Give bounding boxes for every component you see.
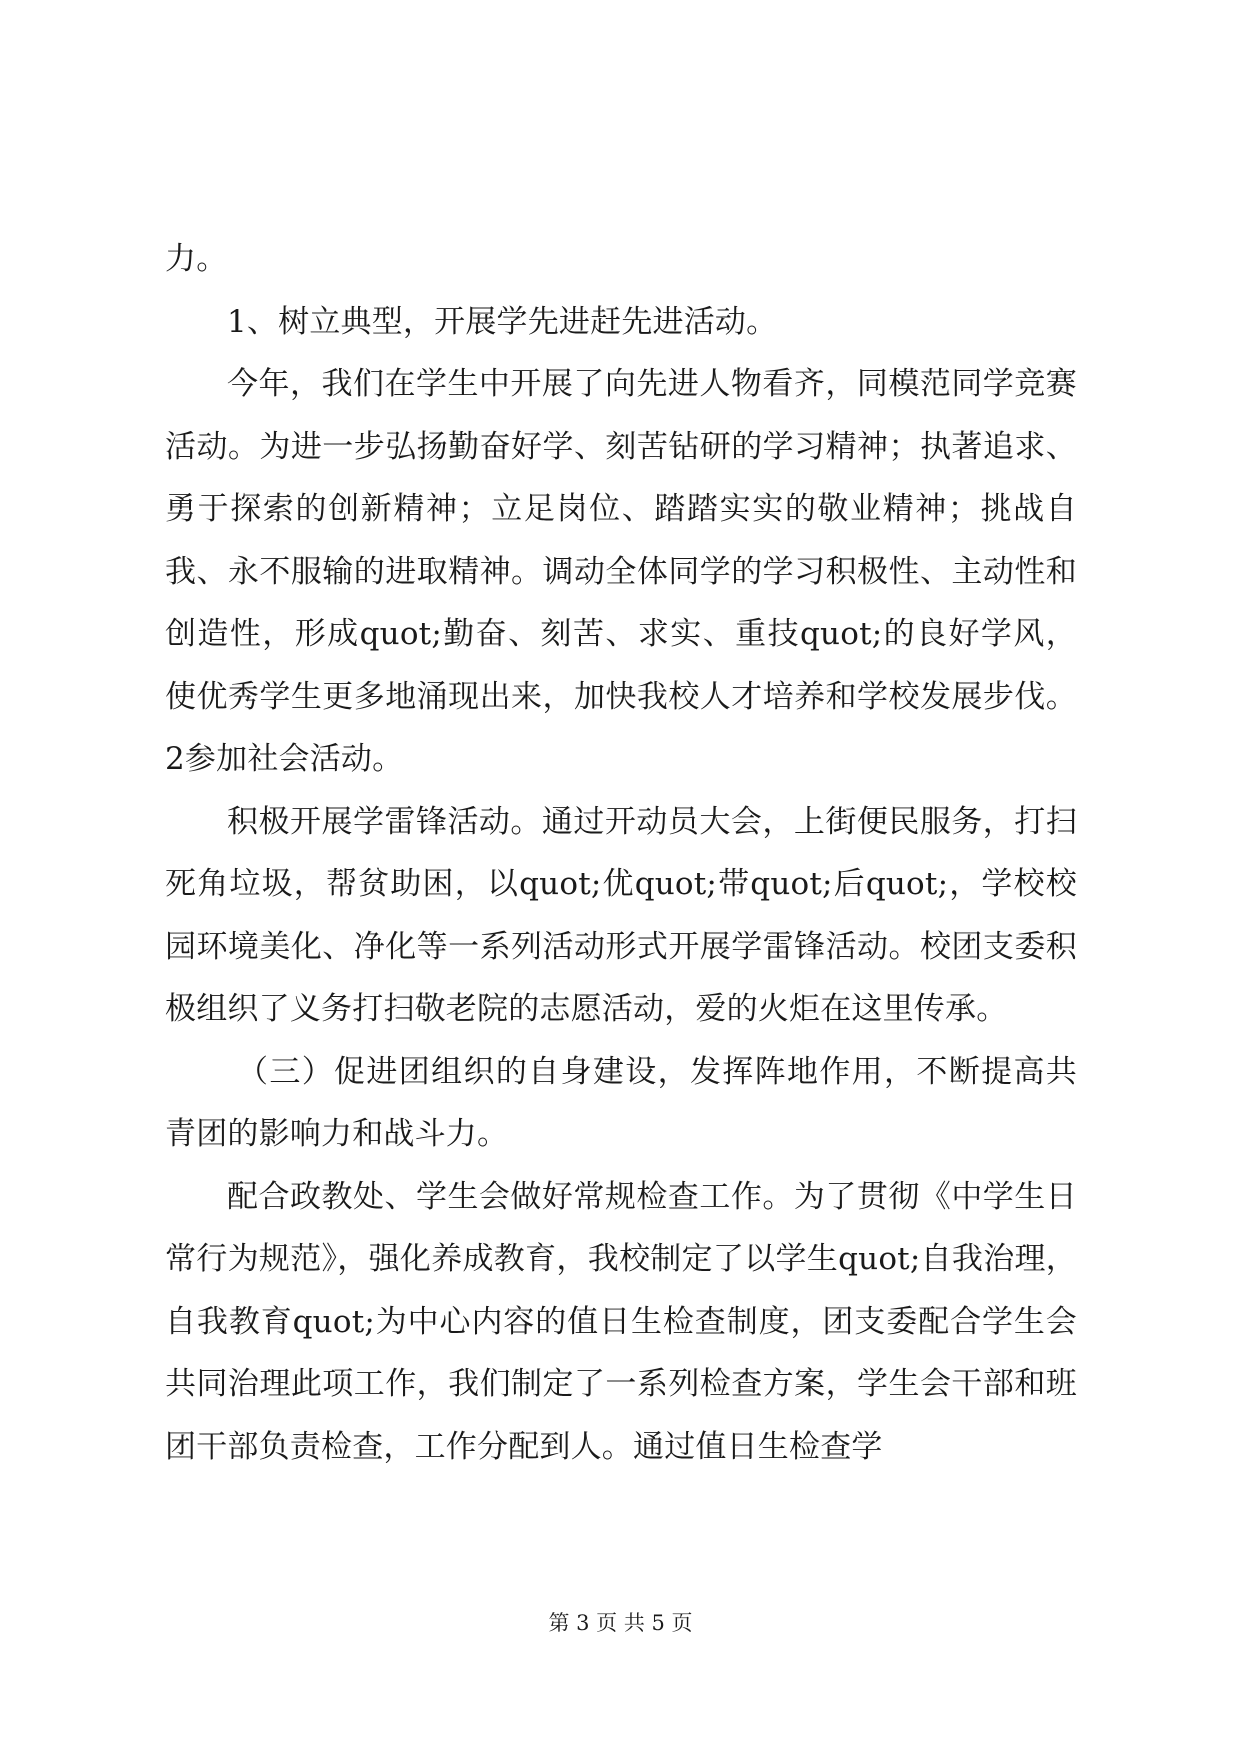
paragraph-routine-inspection: 配合政教处、学生会做好常规检查工作。为了贯彻《中学生日常行为规范》，强化养成教育，我校制定了以学生quot;自我治理，自我教育quot;为中心内容的值日生检查制度，团支委配合学生会共同治理此项工作，我们制定了一系列检查方案，学生会干部和班团干部负责检查，工作分配到人。通过值日生检查学 (165, 1178, 1077, 1465)
paragraph-item-1-heading: 1、树立典型，开展学先进赶先进活动。 (227, 303, 778, 340)
page-number-footer: 第 3 页 共 5 页 (548, 1611, 693, 1635)
document-body (165, 228, 1077, 1478)
paragraph-section-3-heading: （三）促进团组织的自身建设，发挥阵地作用，不断提高共青团的影响力和战斗力。 (165, 1053, 1077, 1152)
paragraph-continuation: 力。 (165, 241, 228, 277)
paragraph-lei-feng-activity: 积极开展学雷锋活动。通过开动员大会，上街便民服务，打扫死角垃圾，帮贫助困，以quot;优quot;带quot;后quot;，学校校园环境美化、净化等一系列活动形式开展学雷锋活动。校团支委积极组织了义务打扫敬老院的志愿活动，爱的火炬在这里传承。 (165, 803, 1077, 1027)
paragraph-advanced-learning: 今年，我们在学生中开展了向先进人物看齐，同模范同学竞赛活动。为进一步弘扬勤奋好学、刻苦钻研的学习精神；执著追求、勇于探索的创新精神；立足岗位、踏踏实实的敬业精神；挑战自我、永不服输的进取精神。调动全体同学的学习积极性、主动性和创造性，形成quot;勤奋、刻苦、求实、重技quot;的良好学风，使优秀学生更多地涌现出来，加快我校人才培养和学校发展步伐。2参加社会活动。 (165, 366, 1077, 777)
